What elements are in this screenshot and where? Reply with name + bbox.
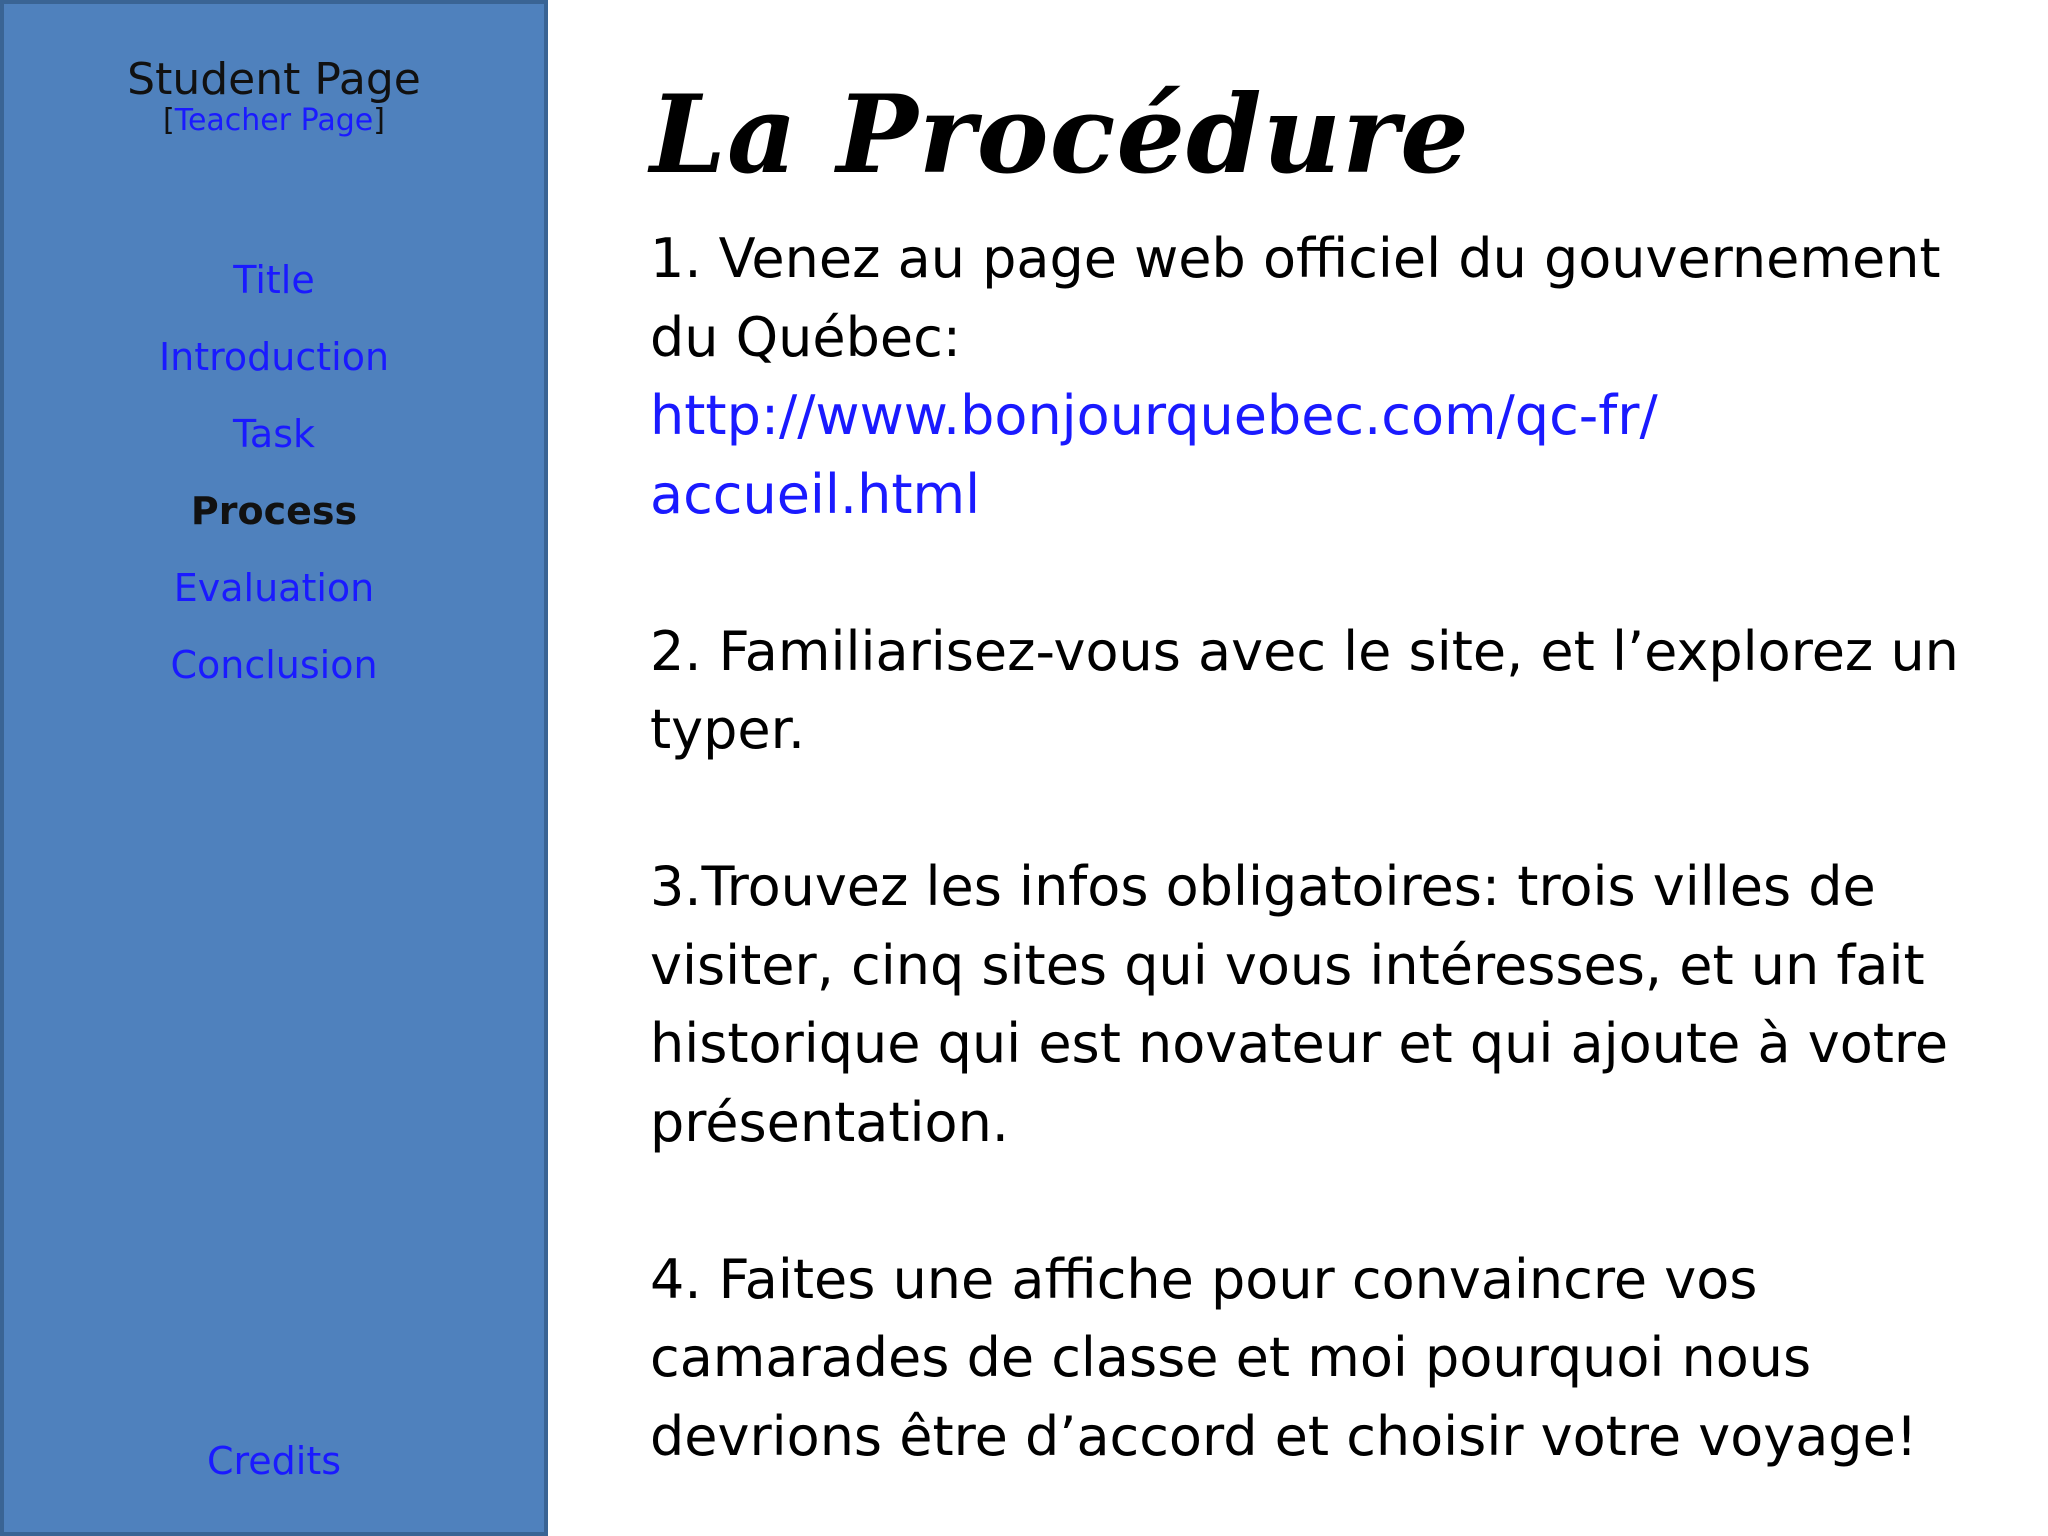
sidebar-header [4,54,544,138]
step-1 [650,220,1990,534]
step-3-text: 3.Trouvez les infos obligatoires: trois villes de visiter, cinq sites qui vous intéresses, et un fait historique qui est novateur et qui ajoute à votre présentation. [650,855,1949,1154]
nav-item-title[interactable]: Title [233,258,315,302]
student-page-title: Student Page [127,54,421,105]
main-content [650,70,1990,1476]
sidebar-nav [4,242,544,704]
quebec-website-link[interactable] [650,377,1990,534]
bracket-close: ] [373,103,385,138]
nav-item-conclusion[interactable]: Conclusion [170,643,378,687]
quebec-link-line-1: http://www.bonjourquebec.com/qc-fr/ [650,384,1658,447]
quebec-link-line-2: accueil.html [650,462,981,526]
nav-item-introduction[interactable]: Introduction [158,335,390,379]
nav-item-process: Process [190,489,358,533]
bracket-open: [ [163,103,175,138]
nav-item-task[interactable]: Task [232,412,315,456]
step-4 [650,1241,1990,1477]
nav-item-credits[interactable]: Credits [206,1439,342,1483]
step-4-text: 4. Faites une affiche pour convaincre vos camarades de classe et moi pourquoi nous devrions être d’accord et choisir votre voyage! [650,1247,1918,1468]
page-title: La Procédure [650,72,1470,198]
procedure-steps [650,220,1990,1476]
step-2-text: 2. Familiarisez-vous avec le site, et l’explorez un typer. [650,619,1959,761]
step-3 [650,848,1990,1162]
step-1-text: 1. Venez au page web officiel du gouvernement du Québec: [650,227,1941,369]
step-2 [650,613,1990,770]
teacher-page-line [4,104,544,138]
nav-item-evaluation[interactable]: Evaluation [173,566,375,610]
teacher-page-link[interactable]: Teacher Page [174,103,374,138]
sidebar [0,0,548,1536]
